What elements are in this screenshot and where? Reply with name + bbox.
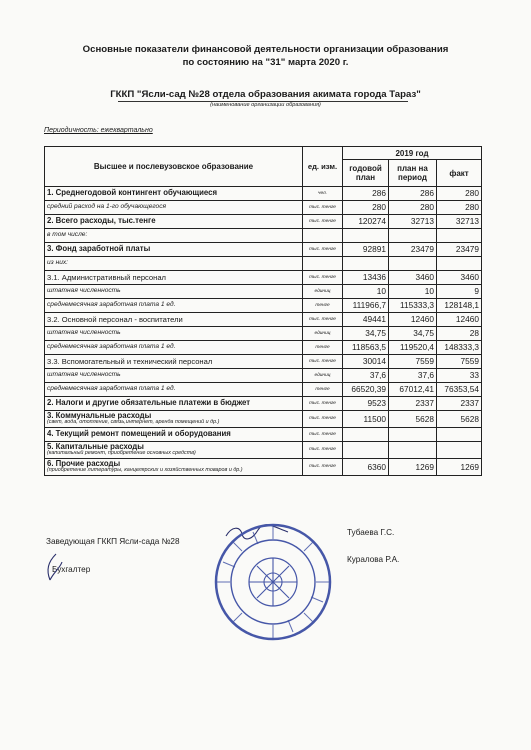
row-name [45, 285, 303, 299]
row-name [45, 215, 303, 229]
row-label: 2. Налоги и другие обязательные платежи в бюджет [47, 398, 251, 408]
row-fact: 5628 [437, 411, 482, 428]
table-row [45, 299, 482, 313]
row-unit [303, 257, 343, 271]
row-fact: 3460 [437, 271, 482, 285]
row-period-plan: 115333,3 [389, 299, 437, 313]
row-fact: 2337 [437, 397, 482, 411]
table-row [45, 428, 482, 442]
head-title: Заведующая ГККП Ясли-сада №28 [46, 537, 180, 546]
row-label: 1. Среднегодовой контингент обучающиеся [47, 188, 218, 198]
row-sublabel: (приобретение литературы, канцелярских и хозяйственных товаров и др.) [47, 467, 243, 474]
header-unit: ед. изм. [303, 147, 343, 187]
row-fact: 280 [437, 187, 482, 201]
row-annual-plan: 120274 [343, 215, 389, 229]
row-unit: единиц [303, 285, 343, 299]
row-name [45, 355, 303, 369]
row-unit: тенге [303, 299, 343, 313]
row-unit: тыс. тенге [303, 442, 343, 459]
header-year: 2019 год [343, 147, 482, 160]
row-annual-plan: 111966,7 [343, 299, 389, 313]
row-name [45, 327, 303, 341]
header-name: Высшее и послевузовское образование [45, 147, 303, 187]
row-label: 6. Прочие расходы [47, 459, 121, 469]
row-period-plan: 23479 [389, 243, 437, 257]
table-row [45, 313, 482, 327]
table-row [45, 243, 482, 257]
row-annual-plan: 37,6 [343, 369, 389, 383]
table-row [45, 442, 482, 459]
row-period-plan: 32713 [389, 215, 437, 229]
row-label: в том числе: [47, 231, 88, 239]
row-label: 2. Всего расходы, тыс.тенге [47, 216, 156, 226]
row-name [45, 428, 303, 442]
row-period-plan: 5628 [389, 411, 437, 428]
table-row [45, 411, 482, 428]
row-unit: тыс. тенге [303, 243, 343, 257]
table-row [45, 459, 482, 476]
row-period-plan: 37,6 [389, 369, 437, 383]
row-label: штатная численность [47, 287, 121, 295]
row-name [45, 257, 303, 271]
table-row [45, 285, 482, 299]
row-period-plan: 286 [389, 187, 437, 201]
row-name [45, 201, 303, 215]
table-row [45, 271, 482, 285]
row-name [45, 383, 303, 397]
row-unit: тенге [303, 383, 343, 397]
table-row [45, 397, 482, 411]
official-seal-stamp [213, 522, 333, 642]
row-fact: 76353,54 [437, 383, 482, 397]
row-annual-plan [343, 428, 389, 442]
row-unit: тыс. тенге [303, 271, 343, 285]
row-fact: 28 [437, 327, 482, 341]
table-row [45, 369, 482, 383]
row-period-plan: 280 [389, 201, 437, 215]
row-unit: тыс. тенге [303, 313, 343, 327]
organization-name: ГККП "Ясли-сад №28 отдела образования акимата города Тараз" [110, 89, 421, 100]
table-row [45, 229, 482, 243]
row-annual-plan [343, 442, 389, 459]
organization-note: (наименование организации образования) [210, 102, 321, 108]
report-title-line2: по состоянию на "31" марта 2020 г. [182, 57, 349, 68]
row-name [45, 313, 303, 327]
row-unit: тыс. тенге [303, 411, 343, 428]
header-fact: факт [437, 160, 482, 187]
row-name [45, 229, 303, 243]
row-period-plan: 3460 [389, 271, 437, 285]
row-name [45, 397, 303, 411]
table-row [45, 341, 482, 355]
row-annual-plan: 286 [343, 187, 389, 201]
row-name [45, 243, 303, 257]
table-row [45, 257, 482, 271]
row-annual-plan [343, 257, 389, 271]
row-period-plan: 1269 [389, 459, 437, 476]
row-unit: чел. [303, 187, 343, 201]
periodicity: Периодичность: ежеквартально [44, 127, 153, 134]
row-label: 4. Текущий ремонт помещений и оборудования [47, 429, 231, 439]
row-name [45, 442, 303, 459]
row-annual-plan: 11500 [343, 411, 389, 428]
row-fact: 1269 [437, 459, 482, 476]
row-annual-plan [343, 229, 389, 243]
row-name [45, 271, 303, 285]
financial-table [44, 146, 482, 476]
row-fact [437, 229, 482, 243]
row-annual-plan: 34,75 [343, 327, 389, 341]
row-name [45, 369, 303, 383]
row-label: 3.2. Основной персонал - воспитатели [47, 314, 183, 324]
row-fact [437, 442, 482, 459]
row-fact: 7559 [437, 355, 482, 369]
row-annual-plan: 10 [343, 285, 389, 299]
row-period-plan: 34,75 [389, 327, 437, 341]
row-label: среднемесячная заработная плата 1 ед. [47, 343, 176, 351]
row-unit: тыс. тенге [303, 428, 343, 442]
header-period-plan: план на период [389, 160, 437, 187]
row-label: 3. Коммунальные расходы [47, 411, 152, 421]
row-unit: единиц [303, 327, 343, 341]
row-sublabel: (свет, вода, отопление, связь,интернет, аренда помещений и др.) [47, 419, 220, 426]
table-row [45, 187, 482, 201]
row-fact: 128148,1 [437, 299, 482, 313]
row-annual-plan: 66520,39 [343, 383, 389, 397]
head-name: Тубаева Г.С. [347, 528, 395, 537]
row-period-plan [389, 229, 437, 243]
table-body [45, 187, 482, 476]
row-name [45, 411, 303, 428]
row-label: средний расход на 1-го обучающегося [47, 203, 167, 211]
row-period-plan [389, 257, 437, 271]
row-unit: тыс. тенге [303, 215, 343, 229]
row-fact: 12460 [437, 313, 482, 327]
row-sublabel: (капитальный ремонт, приобретение основных средств) [47, 450, 196, 457]
row-label: 3.3. Вспомогательный и технический персонал [47, 356, 213, 366]
row-label: штатная численность [47, 329, 121, 337]
row-annual-plan: 9523 [343, 397, 389, 411]
row-fact [437, 257, 482, 271]
row-annual-plan: 118563,5 [343, 341, 389, 355]
row-period-plan: 10 [389, 285, 437, 299]
row-fact: 148333,3 [437, 341, 482, 355]
row-label: среднемесячная заработная плата 1 ед. [47, 301, 176, 309]
row-name [45, 341, 303, 355]
row-label: из них: [47, 259, 68, 267]
header-annual-plan: годовой план [343, 160, 389, 187]
row-annual-plan: 280 [343, 201, 389, 215]
row-unit: единиц [303, 369, 343, 383]
row-period-plan [389, 428, 437, 442]
row-unit [303, 229, 343, 243]
accountant-name: Куралова Р.А. [347, 555, 400, 564]
row-name [45, 299, 303, 313]
row-fact: 33 [437, 369, 482, 383]
row-fact: 280 [437, 201, 482, 215]
accountant-title: Бухгалтер [52, 565, 91, 574]
row-annual-plan: 6360 [343, 459, 389, 476]
accountant-signature-mark [42, 552, 66, 582]
row-annual-plan: 30014 [343, 355, 389, 369]
row-period-plan: 12460 [389, 313, 437, 327]
row-annual-plan: 92891 [343, 243, 389, 257]
row-name [45, 187, 303, 201]
row-fact: 9 [437, 285, 482, 299]
row-label: штатная численность [47, 371, 121, 379]
report-title-line1: Основные показатели финансовой деятельности организации образования [82, 44, 449, 55]
row-period-plan: 7559 [389, 355, 437, 369]
row-annual-plan: 49441 [343, 313, 389, 327]
row-unit: тыс. тенге [303, 201, 343, 215]
row-fact [437, 428, 482, 442]
row-unit: тыс. тенге [303, 355, 343, 369]
row-fact: 23479 [437, 243, 482, 257]
table-row [45, 215, 482, 229]
table-row [45, 327, 482, 341]
row-label: 3. Фонд заработной платы [47, 244, 151, 254]
row-period-plan [389, 442, 437, 459]
table-row [45, 201, 482, 215]
row-unit: тенге [303, 341, 343, 355]
row-fact: 32713 [437, 215, 482, 229]
row-label: 3.1. Административный персонал [47, 272, 166, 282]
table-row [45, 355, 482, 369]
row-label: среднемесячная заработная плата 1 ед. [47, 385, 176, 393]
row-period-plan: 119520,4 [389, 341, 437, 355]
row-period-plan: 67012,41 [389, 383, 437, 397]
row-unit: тыс. тенге [303, 459, 343, 476]
row-annual-plan: 13436 [343, 271, 389, 285]
row-period-plan: 2337 [389, 397, 437, 411]
row-name [45, 459, 303, 476]
row-unit: тыс. тенге [303, 397, 343, 411]
table-row [45, 383, 482, 397]
row-label: 5. Капитальные расходы [47, 442, 144, 452]
